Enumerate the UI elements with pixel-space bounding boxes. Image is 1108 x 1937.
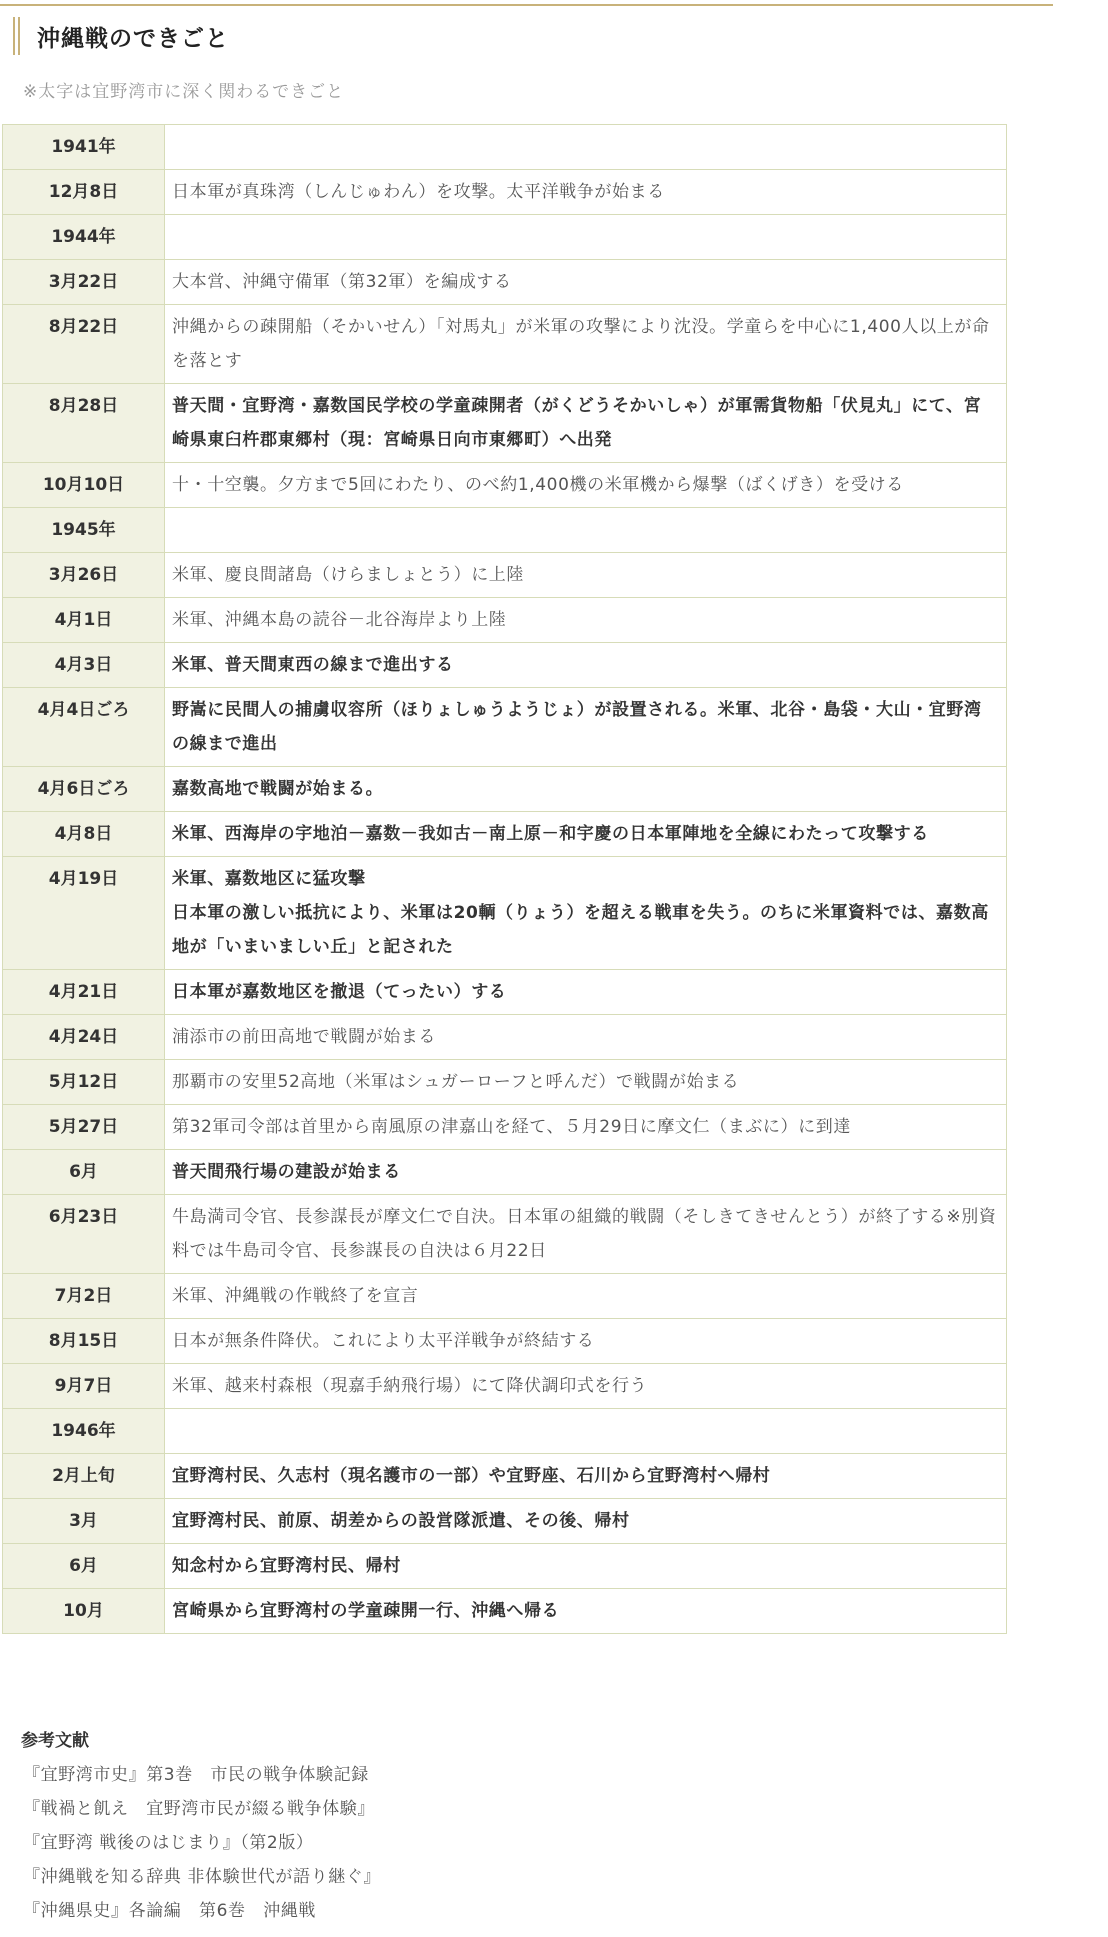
table-row [3,1195,1007,1274]
event-description [165,125,1007,170]
year-label: 1944年 [3,215,165,260]
table-row [3,1364,1007,1409]
event-date: 10月 [3,1589,165,1634]
event-description: 知念村から宜野湾村民、帰村 [165,1544,1007,1589]
event-description: 野嵩に民間人の捕虜収容所（ほりょしゅうようじょ）が設置される。米軍、北谷・島袋・大山・宜野湾の線まで進出 [165,688,1007,767]
event-description: 日本軍が真珠湾（しんじゅわん）を攻撃。太平洋戦争が始まる [165,170,1007,215]
event-description: 日本軍が嘉数地区を撤退（てったい）する [165,970,1007,1015]
table-row [3,260,1007,305]
year-label: 1945年 [3,508,165,553]
reference-item: 『戦禍と飢え 宜野湾市民が綴る戦争体験』 [23,1799,375,1819]
table-row [3,384,1007,463]
references-title: 参考文献 [21,1731,89,1751]
reference-item: 『宜野湾 戦後のはじまり』（第2版） [23,1833,314,1853]
reference-item: 『沖縄戦を知る辞典 非体験世代が語り継ぐ』 [23,1867,382,1887]
reference-item: 『沖縄県史』各論編 第6巻 沖縄戦 [23,1901,317,1921]
table-row [3,553,1007,598]
event-description: 米軍、西海岸の宇地泊－嘉数－我如古－南上原－和宇慶の日本軍陣地を全線にわたって攻撃する [165,812,1007,857]
event-date: 6月 [3,1150,165,1195]
event-date: 12月8日 [3,170,165,215]
year-row [3,1409,1007,1454]
event-date: 8月28日 [3,384,165,463]
table-row [3,1150,1007,1195]
table-row [3,1544,1007,1589]
page-title: 沖縄戦のできごと [13,17,229,55]
event-description: 米軍、沖縄本島の読谷－北谷海岸より上陸 [165,598,1007,643]
event-description: 宜野湾村民、久志村（現名護市の一部）や宜野座、石川から宜野湾村へ帰村 [165,1454,1007,1499]
table-row [3,598,1007,643]
event-description: 米軍、嘉数地区に猛攻撃 日本軍の激しい抵抗により、米軍は20輌（りょう）を超える戦車を失う。のちに米軍資料では、嘉数高地が「いまいましい丘」と記された [165,857,1007,970]
event-date: 6月 [3,1544,165,1589]
event-date: 4月4日ごろ [3,688,165,767]
event-description: 普天間・宜野湾・嘉数国民学校の学童疎開者（がくどうそかいしゃ）が軍需貨物船「伏見丸」にて、宮崎県東臼杵郡東郷村（現：宮崎県日向市東郷町）へ出発 [165,384,1007,463]
event-description: 宮崎県から宜野湾村の学童疎開一行、沖縄へ帰る [165,1589,1007,1634]
table-row [3,1319,1007,1364]
event-date: 2月上旬 [3,1454,165,1499]
event-date: 4月3日 [3,643,165,688]
year-label: 1946年 [3,1409,165,1454]
year-row [3,125,1007,170]
table-row [3,1274,1007,1319]
timeline-body [3,125,1007,1634]
event-description: 那覇市の安里52高地（米軍はシュガーローフと呼んだ）で戦闘が始まる [165,1060,1007,1105]
event-date: 3月 [3,1499,165,1544]
year-row [3,508,1007,553]
event-description: 米軍、普天間東西の線まで進出する [165,643,1007,688]
event-date: 4月19日 [3,857,165,970]
event-description: 宜野湾村民、前原、胡差からの設営隊派遣、その後、帰村 [165,1499,1007,1544]
event-description: 十・十空襲。夕方まで5回にわたり、のべ約1,400機の米軍機から爆撃（ばくげき）を受ける [165,463,1007,508]
table-row [3,970,1007,1015]
table-row [3,1015,1007,1060]
event-description: 米軍、慶良間諸島（けらましょとう）に上陸 [165,553,1007,598]
event-date: 4月1日 [3,598,165,643]
table-row [3,1060,1007,1105]
event-date: 4月8日 [3,812,165,857]
event-description: 沖縄からの疎開船（そかいせん）「対馬丸」が米軍の攻撃により沈没。学童らを中心に1,400人以上が命を落とす [165,305,1007,384]
event-description: 米軍、越来村森根（現嘉手納飛行場）にて降伏調印式を行う [165,1364,1007,1409]
table-row [3,1499,1007,1544]
event-date: 4月24日 [3,1015,165,1060]
table-row [3,170,1007,215]
event-description: 第32軍司令部は首里から南風原の津嘉山を経て、５月29日に摩文仁（まぶに）に到達 [165,1105,1007,1150]
bold-legend-note: ※太字は宜野湾市に深く関わるできごと [23,82,345,102]
table-row [3,305,1007,384]
event-date: 5月12日 [3,1060,165,1105]
event-date: 9月7日 [3,1364,165,1409]
event-description: 普天間飛行場の建設が始まる [165,1150,1007,1195]
event-description [165,215,1007,260]
table-row [3,1454,1007,1499]
event-description: 大本営、沖縄守備軍（第32軍）を編成する [165,260,1007,305]
event-date: 4月21日 [3,970,165,1015]
event-description [165,1409,1007,1454]
reference-item: 『宜野湾市史』第3巻 市民の戦争体験記録 [23,1765,369,1785]
table-row [3,812,1007,857]
table-row [3,643,1007,688]
event-date: 8月22日 [3,305,165,384]
event-date: 10月10日 [3,463,165,508]
event-date: 6月23日 [3,1195,165,1274]
event-date: 3月26日 [3,553,165,598]
table-row [3,767,1007,812]
table-row [3,857,1007,970]
year-label: 1941年 [3,125,165,170]
event-date: 8月15日 [3,1319,165,1364]
event-description: 浦添市の前田高地で戦闘が始まる [165,1015,1007,1060]
references-list [21,1758,381,1928]
top-divider [0,4,1053,6]
table-row [3,1105,1007,1150]
references [21,1725,381,1928]
timeline-table [2,124,1007,1634]
event-date: 3月22日 [3,260,165,305]
event-date: 7月2日 [3,1274,165,1319]
event-description [165,508,1007,553]
event-description: 米軍、沖縄戦の作戦終了を宣言 [165,1274,1007,1319]
event-date: 4月6日ごろ [3,767,165,812]
event-description: 嘉数高地で戦闘が始まる。 [165,767,1007,812]
year-row [3,215,1007,260]
table-row [3,463,1007,508]
event-date: 5月27日 [3,1105,165,1150]
table-row [3,688,1007,767]
event-description: 牛島満司令官、長参謀長が摩文仁で自決。日本軍の組織的戦闘（そしきてきせんとう）が終了する※別資料では牛島司令官、長参謀長の自決は６月22日 [165,1195,1007,1274]
event-description: 日本が無条件降伏。これにより太平洋戦争が終結する [165,1319,1007,1364]
table-row [3,1589,1007,1634]
